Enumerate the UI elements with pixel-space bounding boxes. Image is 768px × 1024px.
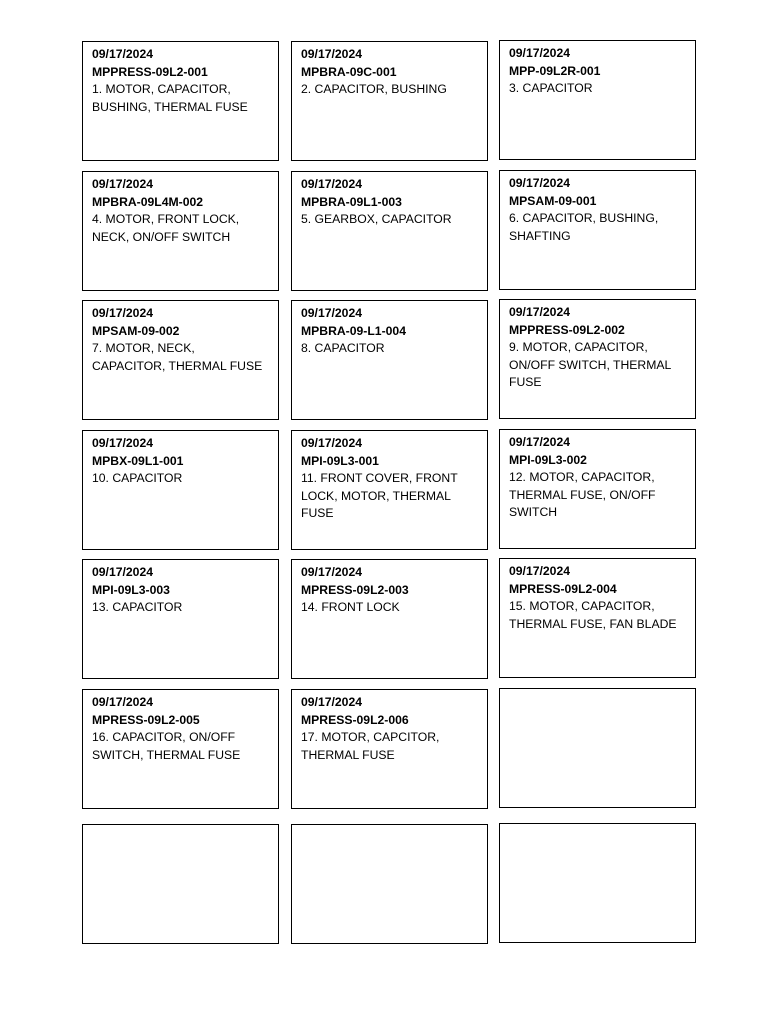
label-code: MPRESS-09L2-006 bbox=[301, 712, 409, 727]
label-14 bbox=[291, 559, 488, 679]
label-empty bbox=[499, 823, 696, 943]
label-description: 1. MOTOR, CAPACITOR, BUSHING, THERMAL FUSE bbox=[92, 82, 248, 114]
label-date: 09/17/2024 bbox=[509, 435, 570, 449]
label-description: 3. CAPACITOR bbox=[509, 81, 593, 96]
label-empty bbox=[291, 824, 488, 944]
label-code: MPI-09L3-003 bbox=[92, 582, 170, 597]
label-17 bbox=[291, 689, 488, 809]
label-description: 16. CAPACITOR, ON/OFF SWITCH, THERMAL FUSE bbox=[92, 730, 241, 762]
label-date: 09/17/2024 bbox=[301, 306, 362, 320]
label-date: 09/17/2024 bbox=[92, 436, 153, 450]
label-8 bbox=[291, 300, 488, 420]
label-3 bbox=[499, 40, 696, 160]
label-date: 09/17/2024 bbox=[301, 695, 362, 709]
label-description: 17. MOTOR, CAPCITOR, THERMAL FUSE bbox=[301, 730, 440, 762]
label-date: 09/17/2024 bbox=[301, 177, 362, 191]
label-2 bbox=[291, 41, 488, 161]
label-date: 09/17/2024 bbox=[509, 305, 570, 319]
label-code: MPSAM-09-002 bbox=[92, 323, 180, 338]
label-code: MPP-09L2R-001 bbox=[509, 63, 601, 78]
label-code: MPRESS-09L2-003 bbox=[301, 582, 409, 597]
label-description: 9. MOTOR, CAPACITOR, ON/OFF SWITCH, THERMAL FUSE bbox=[509, 340, 671, 390]
label-code: MPI-09L3-002 bbox=[509, 452, 587, 467]
label-empty bbox=[499, 688, 696, 808]
label-10 bbox=[82, 430, 279, 550]
label-empty bbox=[82, 824, 279, 944]
label-1 bbox=[82, 41, 279, 161]
label-date: 09/17/2024 bbox=[92, 306, 153, 320]
label-date: 09/17/2024 bbox=[92, 565, 153, 579]
label-code: MPRESS-09L2-004 bbox=[509, 581, 617, 596]
label-code: MPBX-09L1-001 bbox=[92, 453, 184, 468]
label-code: MPPRESS-09L2-002 bbox=[509, 322, 625, 337]
label-code: MPBRA-09L4M-002 bbox=[92, 194, 204, 209]
label-date: 09/17/2024 bbox=[509, 176, 570, 190]
label-code: MPPRESS-09L2-001 bbox=[92, 64, 208, 79]
label-7 bbox=[82, 300, 279, 420]
label-description: 11. FRONT COVER, FRONT LOCK, MOTOR, THERMAL FUSE bbox=[301, 471, 458, 521]
label-date: 09/17/2024 bbox=[92, 177, 153, 191]
label-description: 7. MOTOR, NECK, CAPACITOR, THERMAL FUSE bbox=[92, 341, 263, 373]
label-16 bbox=[82, 689, 279, 809]
label-description: 13. CAPACITOR bbox=[92, 600, 183, 615]
label-date: 09/17/2024 bbox=[509, 46, 570, 60]
label-code: MPBRA-09L1-003 bbox=[301, 194, 402, 209]
label-4 bbox=[82, 171, 279, 291]
label-date: 09/17/2024 bbox=[301, 436, 362, 450]
label-description: 15. MOTOR, CAPACITOR, THERMAL FUSE, FAN BLADE bbox=[509, 599, 677, 631]
label-date: 09/17/2024 bbox=[92, 47, 153, 61]
label-description: 14. FRONT LOCK bbox=[301, 600, 400, 615]
label-13 bbox=[82, 559, 279, 679]
label-description: 8. CAPACITOR bbox=[301, 341, 385, 356]
label-description: 10. CAPACITOR bbox=[92, 471, 183, 486]
label-date: 09/17/2024 bbox=[301, 47, 362, 61]
label-code: MPI-09L3-001 bbox=[301, 453, 379, 468]
label-description: 4. MOTOR, FRONT LOCK, NECK, ON/OFF SWITCH bbox=[92, 212, 240, 244]
label-description: 5. GEARBOX, CAPACITOR bbox=[301, 212, 452, 227]
label-11 bbox=[291, 430, 488, 550]
label-15 bbox=[499, 558, 696, 678]
label-date: 09/17/2024 bbox=[509, 564, 570, 578]
label-9 bbox=[499, 299, 696, 419]
label-date: 09/17/2024 bbox=[92, 695, 153, 709]
label-description: 6. CAPACITOR, BUSHING, SHAFTING bbox=[509, 211, 659, 243]
label-code: MPSAM-09-001 bbox=[509, 193, 597, 208]
label-5 bbox=[291, 171, 488, 291]
label-code: MPRESS-09L2-005 bbox=[92, 712, 200, 727]
label-description: 12. MOTOR, CAPACITOR, THERMAL FUSE, ON/OFF SWITCH bbox=[509, 470, 656, 520]
label-code: MPBRA-09-L1-004 bbox=[301, 323, 406, 338]
label-12 bbox=[499, 429, 696, 549]
label-date: 09/17/2024 bbox=[301, 565, 362, 579]
label-description: 2. CAPACITOR, BUSHING bbox=[301, 82, 447, 97]
label-6 bbox=[499, 170, 696, 290]
label-code: MPBRA-09C-001 bbox=[301, 64, 397, 79]
